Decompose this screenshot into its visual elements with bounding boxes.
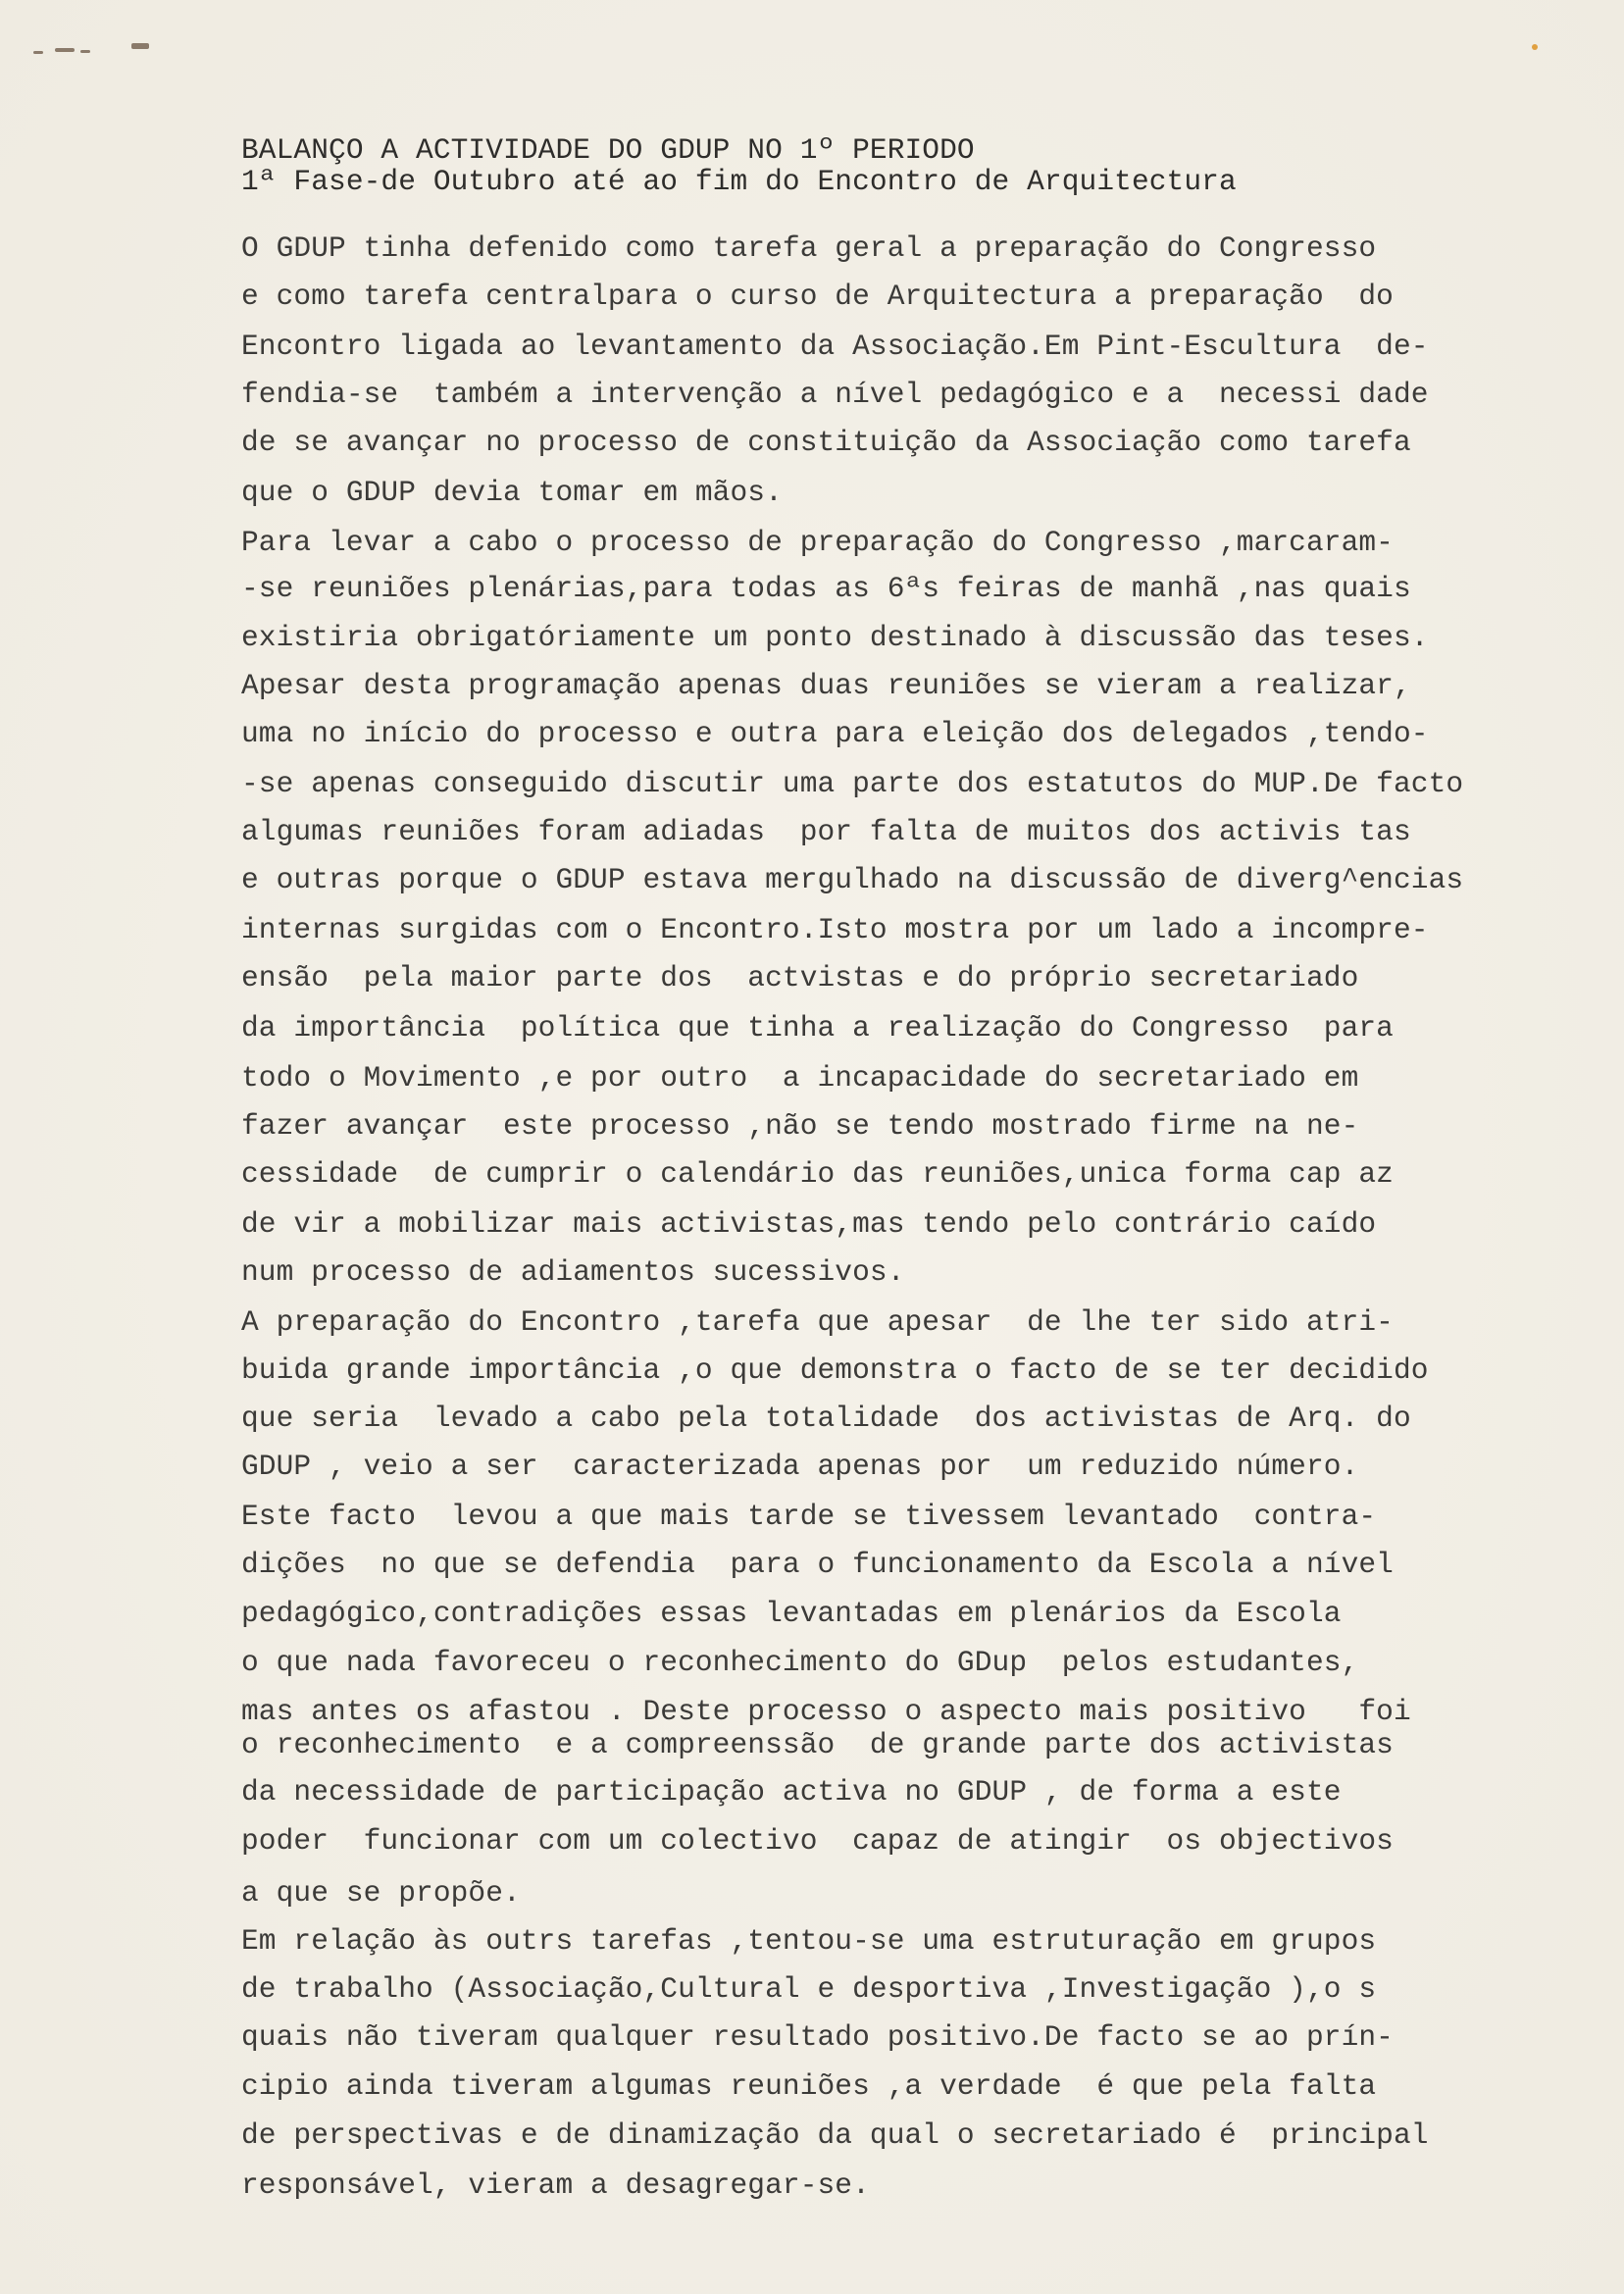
text-line: existiria obrigatóriamente um ponto destinado à discussão das teses. [241,621,1429,654]
text-line: internas surgidas com o Encontro.Isto mostra por um lado a incompre- [241,913,1429,946]
text-line: a que se propõe. [241,1876,521,1910]
text-line: o reconhecimento e a compreenssão de grande parte dos activistas [241,1728,1394,1761]
text-line: poder funcionar com um colectivo capaz de atingir os objectivos [241,1824,1394,1858]
text-line: de se avançar no processo de constituição da Associação como tarefa [241,426,1411,459]
text-line: mas antes os afastou . Deste processo o aspecto mais positivo foi [241,1695,1411,1728]
document-subtitle: 1ª Fase-de Outubro até ao fim do Encontro de Arquitectura [241,165,1237,198]
text-line: que seria levado a cabo pela totalidade dos activistas de Arq. do [241,1402,1411,1435]
text-line: ensão pela maior parte dos actvistas e do próprio secretariado [241,961,1359,994]
text-line: responsável, vieram a desagregar-se. [241,2168,870,2202]
text-line: Encontro ligada ao levantamento da Associação.Em Pint-Escultura de- [241,330,1429,363]
text-line: O GDUP tinha defenido como tarefa geral a preparação do Congresso [241,231,1377,265]
document-title: BALANÇO A ACTIVIDADE DO GDUP NO 1º PERIODO [241,133,975,167]
text-line: pedagógico,contradições essas levantadas em plenários da Escola [241,1597,1342,1630]
text-line: e como tarefa centralpara o curso de Arquitectura a preparação do [241,280,1394,313]
text-line: A preparação do Encontro ,tarefa que apesar de lhe ter sido atri- [241,1305,1394,1339]
text-line: algumas reuniões foram adiadas por falta de muitos dos activis tas [241,815,1411,848]
text-line: todo o Movimento ,e por outro a incapacidade do secretariado em [241,1061,1359,1095]
text-line: o que nada favoreceu o reconhecimento do GDup pelos estudantes, [241,1646,1359,1679]
text-line: fazer avançar este processo ,não se tendo mostrado firme na ne- [241,1109,1359,1143]
text-line: -se reuniões plenárias,para todas as 6ªs feiras de manhã ,nas quais [241,572,1411,605]
text-line: dições no que se defendia para o funcionamento da Escola a nível [241,1548,1394,1581]
stray-mark [80,50,90,53]
text-line: Este facto levou a que mais tarde se tivessem levantado contra- [241,1500,1377,1533]
text-line: da necessidade de participação activa no GDUP , de forma a este [241,1775,1342,1809]
stray-mark [55,48,75,52]
text-line: de perspectivas e de dinamização da qual o secretariado é principal [241,2118,1429,2152]
text-line: GDUP , veio a ser caracterizada apenas por um reduzido número. [241,1450,1359,1483]
text-line: cipio ainda tiveram algumas reuniões ,a verdade é que pela falta [241,2069,1377,2103]
stray-mark [33,51,43,54]
text-line: buida grande importância ,o que demonstra o facto de se ter decidido [241,1353,1429,1387]
text-line: de vir a mobilizar mais activistas,mas tendo pelo contrário caído [241,1207,1377,1241]
text-line: fendia-se também a intervenção a nível pedagógico e a necessi dade [241,378,1429,411]
text-line: cessidade de cumprir o calendário das reuniões,unica forma cap az [241,1157,1394,1191]
stray-mark [131,43,149,49]
text-line: da importância política que tinha a realização do Congresso para [241,1011,1394,1045]
stain-dot [1532,44,1538,50]
text-line: num processo de adiamentos sucessivos. [241,1255,905,1289]
text-line: -se apenas conseguido discutir uma parte dos estatutos do MUP.De facto [241,767,1464,800]
text-line: Para levar a cabo o processo de preparação do Congresso ,marcaram- [241,526,1394,559]
text-line: de trabalho (Associação,Cultural e desportiva ,Investigação ),o s [241,1972,1377,2006]
text-line: quais não tiveram qualquer resultado positivo.De facto se ao prín- [241,2020,1394,2054]
text-line: uma no início do processo e outra para eleição dos delegados ,tendo- [241,717,1429,750]
text-line: que o GDUP devia tomar em mãos. [241,476,783,509]
text-line: Apesar desta programação apenas duas reuniões se vieram a realizar, [241,669,1411,702]
text-line: e outras porque o GDUP estava mergulhado na discussão de diverg^encias [241,863,1464,896]
text-line: Em relação às outrs tarefas ,tentou-se uma estruturação em grupos [241,1924,1377,1958]
